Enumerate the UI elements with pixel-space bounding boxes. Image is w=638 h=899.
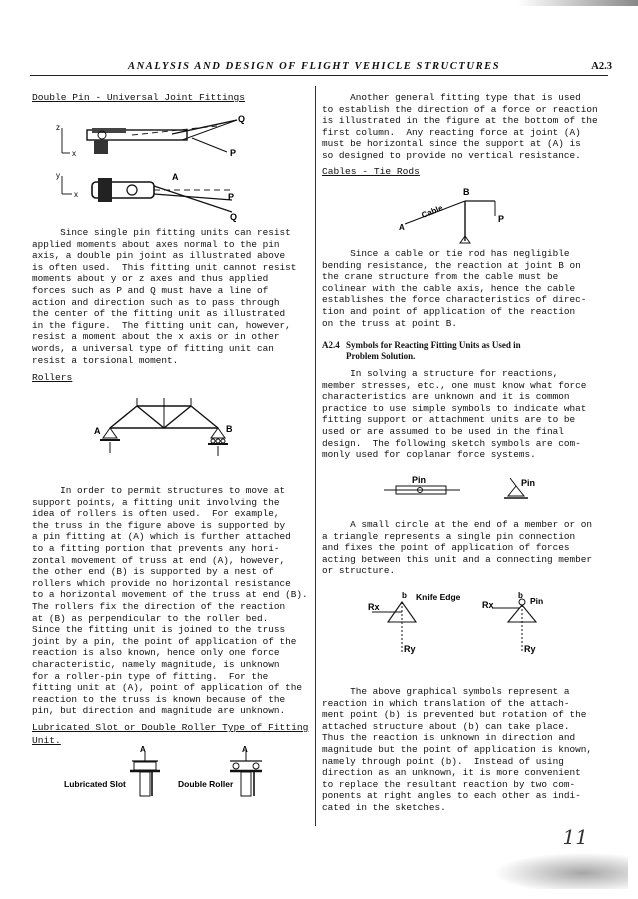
support-B-label: B — [226, 424, 233, 434]
double-roller-label: Double Roller — [178, 779, 234, 789]
paragraph-cables: Since a cable or tie rod has negligible bending resistance, the reaction at joint B on the crane structure from the cable must be colinear with the cable axis, hence the cable establishes the force characteristics of direc- tion and point of application of the reaction on the truss at point B. — [322, 248, 587, 329]
force-Q2-label: Q — [230, 212, 238, 222]
roller-A-label: A — [242, 746, 248, 754]
cable-label: Cable — [420, 203, 444, 220]
section-heading-a2-4 — [322, 340, 521, 362]
force-P-label: P — [230, 148, 237, 158]
figure-cable-crane — [395, 186, 525, 246]
slot-A-label: A — [140, 746, 146, 754]
pin-Rx-label: Rx — [482, 600, 494, 610]
pin-symbol-label-1: Pin — [412, 475, 427, 485]
paragraph-general-fitting: Another general fitting type that is used to establish the direction of a force or reaction is illustrated in the figure at the bottom of the first column. Any reacting force at joint (A) must be horizontal since the support at (A) is so designed to provide no vertical resistance. — [322, 92, 598, 161]
figure-knife-edge-pin — [360, 588, 580, 660]
column-divider — [315, 86, 316, 826]
figure-pin-symbols — [380, 474, 570, 506]
pin-label: Pin — [530, 596, 544, 606]
axis-x2-label: x — [74, 190, 78, 199]
axis-x-label: x — [72, 149, 76, 158]
running-title: ANALYSIS AND DESIGN OF FLIGHT VEHICLE STRUCTURES — [128, 61, 501, 72]
figure-rollers-truss — [90, 398, 240, 460]
heading-lubricated-slot-2: Unit. — [32, 735, 61, 746]
scan-artifact-bottom — [478, 849, 628, 889]
joint-A-label: A — [172, 172, 179, 182]
knife-Ry-label: Ry — [404, 644, 416, 654]
pin-Ry-label: Ry — [524, 644, 536, 654]
page-number: A2.3 — [591, 61, 612, 72]
pin-symbol-label-2: Pin — [521, 478, 536, 488]
heading-rollers: Rollers — [32, 372, 73, 383]
scan-artifact — [518, 0, 638, 6]
anchor-A-label: A — [399, 223, 405, 232]
lubricated-slot-label: Lubricated Slot — [64, 779, 126, 789]
force-Q-label: Q — [238, 114, 246, 124]
knife-Rx-label: Rx — [368, 602, 380, 612]
paragraph-double-pin: Since single pin fitting units can resist applied moments about axes normal to the pin axis, a double pin joint as illustrated above is often used. This fitting unit cannot resist moments about y or z axes and thus applied forces such as P and Q must have a line of action and direction such as to pass through the center of the fitting unit as illustrated in the figure. The fitting unit can, however, resist a moment about the x axis or in other words, a universal type of fitting unit can resist a torsional moment. — [32, 227, 297, 366]
paragraph-pin-connection: A small circle at the end of a member or on a triangle represents a single pin connection and fixes the point of application of forces acting between this unit and a connecting member or structure. — [322, 519, 593, 577]
heading-double-pin: Double Pin - Universal Joint Fittings — [32, 92, 246, 103]
pin-b-label: b — [518, 591, 523, 600]
page-header — [0, 61, 638, 77]
section-title-line-1: Symbols for Reacting Fitting Units as Used in — [346, 340, 521, 350]
joint-B-label: B — [463, 187, 470, 197]
paragraph-symbols: In solving a structure for reactions, member stresses, etc., one must know what force characteristics are unknown and it is common practice to use simple symbols to indicate what fitting support or attachment units are to be used or are assumed to be used in the final design. The following sketch symbols are com- monly used for coplanar force systems. — [322, 368, 587, 461]
load-P-label: P — [498, 214, 505, 224]
support-A-label: A — [94, 426, 101, 436]
knife-edge-label: Knife Edge — [416, 592, 461, 602]
section-number: A2.4 — [322, 340, 340, 350]
paragraph-rollers: In order to permit structures to move at support points, a fitting unit involving the idea of rollers is often used. For example, the truss in the figure above is supported by a pin fitting at (A) which is further attached to a fitting portion that prevents any hori- zontal movement of truss at end (A), however, the other end (B) is supported by a nest of rollers which provide no horizontal resistance to a horizontal movement of the truss at end (B). The rollers fix the direction of the reaction at (B) as perpendicular to the roller bed. Since the fitting unit is joined to the truss joint by a pin, the point of application of the reaction is also known, hence only one force characteristic, namely magnitude, is unknown for a roller-pin type of fitting. For the fitting unit at (A), point of application of the reaction to the truss is known because of the pin, but direction and magnitude are unknown. — [32, 485, 308, 717]
paragraph-graphical-symbols: The above graphical symbols represent a reaction in which translation of the attach- ment point (b) is prevented but rotation of the attached structure about (b) can take place. Thus the reaction is unknown in direction and magnitude but the point of application is known, namely through point (b). Instead of using direction as an unknown, it is more convenient to replace the resultant reaction by two com- ponents at right angles to each other as indi- cated in the sketches. — [322, 686, 593, 813]
force-P2-label: P — [228, 192, 235, 202]
axis-z-label: z — [56, 123, 60, 132]
knife-b-label: b — [402, 591, 407, 600]
figure-double-pin — [32, 108, 302, 223]
heading-cables: Cables - Tie Rods — [322, 166, 420, 177]
heading-lubricated-slot-1: Lubricated Slot or Double Roller Type of Fitting — [32, 722, 309, 733]
section-title-line-2: Problem Solution. — [346, 351, 416, 361]
header-rule — [30, 75, 608, 76]
axis-y-label: y — [56, 171, 60, 180]
handwritten-mark: 11 — [562, 825, 588, 849]
figure-lubricated-slot — [60, 746, 290, 808]
